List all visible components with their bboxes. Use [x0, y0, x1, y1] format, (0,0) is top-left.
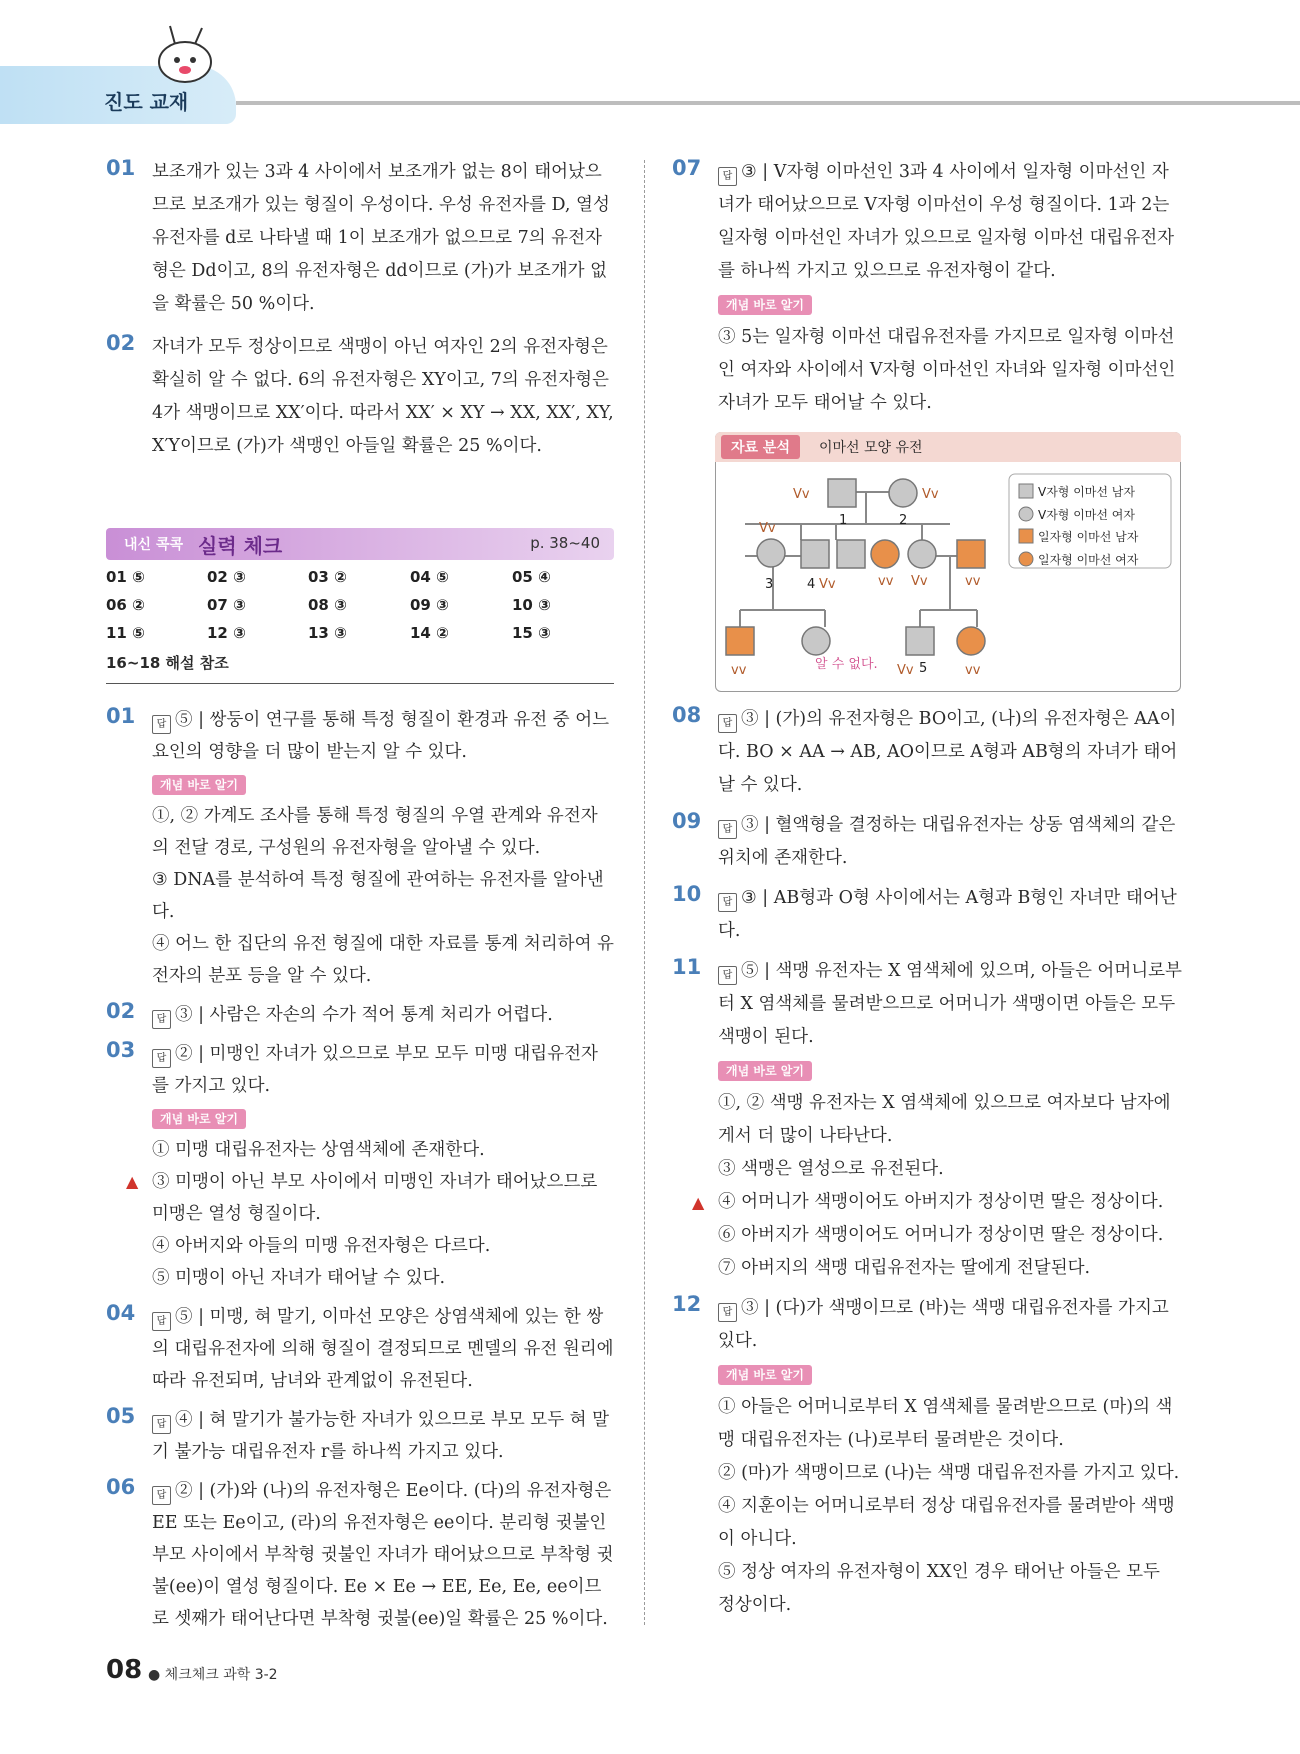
answer: 04 ⑤	[410, 568, 449, 586]
legend-label: V자형 이마선 남자	[1038, 485, 1135, 499]
question-number: 01	[106, 704, 136, 728]
question-number: 06	[106, 1475, 136, 1499]
individual-g2-d	[908, 540, 936, 568]
answer-mark-icon: 답	[152, 1312, 171, 1331]
individual-3	[757, 539, 785, 567]
question-number: 02	[106, 331, 136, 355]
individual-g2-b	[837, 540, 865, 568]
pedigree-nodes	[726, 479, 985, 655]
sub-item: ④ 아버지와 아들의 미맹 유전자형은 다르다.	[152, 1236, 491, 1256]
individual-g3-a	[726, 627, 754, 655]
question-number: 07	[672, 156, 702, 180]
explanation-04: 04 답 ⑤ | 미맹, 혀 말기, 이마선 모양은 상염색체에 있는 한 쌍의 대립유전자에 의해 형질이 결정되므로 멘델의 유전 원리에 따라 유전되며, 남녀와 관계없이 유전된다.	[106, 1301, 614, 1391]
right-explanations-bottom	[672, 703, 1182, 1629]
column-divider	[644, 160, 645, 1625]
question-number: 05	[106, 1404, 136, 1428]
explanation-text: 혀 말기가 불가능한 자녀가 있으므로 부모 모두 혀 말기 불가능 대립유전자 r를 하나씩 가지고 있다.	[152, 1410, 610, 1462]
sub-item: ④ 어느 한 집단의 유전 형질에 대한 자료를 통계 처리하여 유전자의 분포 등을 알 수 있다.	[152, 934, 614, 986]
sub-item: ④ 어머니가 색맹이어도 아버지가 정상이면 딸은 정상이다.	[718, 1192, 1164, 1212]
explanation-12: 12 답 ③ | (다)가 색맹이므로 (바)는 색맹 대립유전자를 가지고 있다. 개념 바로 알기 ① 아들은 어머니로부터 X 염색체를 물려받으므로 (마)의 색맹 대립유전자는 (나)로부터 물려받은 것이다. ② (마)가 색맹이므로 (나)는 색맹 대립유전자를 가지고 있다. ④ 지훈이는 어머니로부터 정상 대립유전자를 물려받아 색맹이 아니다. ⑤ 정상 여자의 유전자형이 XX인 경우 태어난 아들은 모두 정상이다.	[672, 1292, 1180, 1615]
explanation-text: 보조개가 있는 3과 4 사이에서 보조개가 없는 8이 태어났으므로 보조개가 있는 형질이 우성이다. 우성 유전자를 D, 열성 유전자를 d로 나타낼 때 1이 보조개가 없으므로 7의 유전자형은 Dd이고, 8의 유전자형은 dd이므로 (가)가 보조개가 없을 확률은 50 %이다.	[152, 162, 610, 314]
sub-item: ① 미맹 대립유전자는 상염색체에 존재한다.	[152, 1140, 485, 1160]
explanation-11: 11 답 ⑤ | 색맹 유전자는 X 염색체에 있으며, 아들은 어머니로부터 X 염색체를 물려받으므로 어머니가 색맹이면 아들은 모두 색맹이 된다. 개념 바로 알기 ①, ② 색맹 유전자는 X 염색체에 있으므로 여자보다 남자에게서 더 많이 나타난다. ③ 색맹은 열성으로 유전된다. ▲ ④ 어머니가 색맹이어도 아버지가 정상이면 딸은 정상이다. ⑥ 아버지가 색맹이어도 어머니가 정상이면 딸은 정상이다. ⑦ 아버지의 색맹 대립유전자는 딸에게 전달된다.	[672, 955, 1182, 1278]
check-pages: p. 38~40	[530, 534, 600, 552]
concept-tag: 개념 바로 알기	[718, 1365, 812, 1385]
explanation-text: V자형 이마선인 3과 4 사이에서 일자형 이마선인 자녀가 태어났으므로 V자형 이마선이 우성 형질이다. 1과 2는 일자형 이마선인 자녀가 있으므로 일자형 이마선 대립유전자를 하나씩 가지고 있으므로 유전자형이 같다.	[718, 162, 1174, 281]
node-number: 5	[919, 661, 928, 676]
explanation-text: (가)의 유전자형은 BO이고, (나)의 유전자형은 AA이다. BO × AA → AB, AO이므로 A형과 AB형의 자녀가 태어날 수 있다.	[718, 709, 1178, 795]
sub-item: ①, ② 가계도 조사를 통해 특정 형질의 우열 관계와 유전자의 전달 경로, 구성원의 유전자형을 알아낼 수 있다.	[152, 806, 598, 858]
genotype-label: Vv	[897, 663, 914, 678]
explanation-03: 03 답 ② | 미맹인 자녀가 있으므로 부모 모두 미맹 대립유전자를 가지고 있다. 개념 바로 알기 ① 미맹 대립유전자는 상염색체에 존재한다. ▲ ③ 미맹이 아닌 부모 사이에서 미맹인 자녀가 태어났으므로 미맹은 열성 형질이다. ④ 아버지와 아들의 미맹 유전자형은 다르다. ⑤ 미맹이 아닌 자녀가 태어날 수 있다.	[106, 1038, 598, 1288]
check-title: 실력 체크	[198, 534, 283, 558]
left-top-explanations	[106, 156, 614, 470]
explanation-01	[106, 156, 614, 321]
question-number: 09	[672, 809, 702, 833]
answer-mark-icon: 답	[152, 715, 171, 734]
question-number: 08	[672, 703, 702, 727]
answer-choice: ③	[175, 1005, 193, 1025]
figure-title: 이마선 모양 유전	[819, 440, 923, 456]
explanation-07: 07 답 ③ | V자형 이마선인 3과 4 사이에서 일자형 이마선인 자녀가 태어났으므로 V자형 이마선이 우성 형질이다. 1과 2는 일자형 이마선인 자녀가 있으므로 일자형 이마선 대립유전자를 하나씩 가지고 있으므로 유전자형이 같다. 개념 바로 알기 ③ 5는 일자형 이마선 대립유전자를 가지므로 일자형 이마선인 여자와 사이에서 V자형 이마선인 자녀와 일자형 이마선인 자녀가 모두 태어날 수 있다.	[672, 156, 1176, 413]
answer-choice: ③	[741, 709, 759, 729]
explanation-10: 10 답 ③ | AB형과 O형 사이에서는 A형과 B형인 자녀만 태어난다.	[672, 882, 1177, 941]
explanation-text: (다)가 색맹이므로 (바)는 색맹 대립유전자를 가지고 있다.	[718, 1298, 1169, 1351]
individual-g2-e	[957, 540, 985, 568]
sub-item: ③ 색맹은 열성으로 유전된다.	[718, 1159, 944, 1179]
right-explanations-top	[672, 156, 1182, 427]
legend-label: 일자형 이마선 여자	[1038, 553, 1139, 567]
concept-tag: 개념 바로 알기	[718, 295, 812, 315]
answer-mark-icon: 답	[718, 167, 737, 186]
check-tag: 내신 콕콕	[124, 537, 183, 553]
answer: 08 ③	[308, 596, 347, 614]
question-number: 12	[672, 1292, 702, 1316]
check-rule	[106, 683, 614, 684]
genotype-label: vv	[878, 574, 894, 589]
answer: 10 ③	[512, 596, 551, 614]
individual-g2-c	[871, 540, 899, 568]
concept-tag: 개념 바로 알기	[152, 1109, 246, 1129]
question-number: 04	[106, 1301, 136, 1325]
individual-1	[828, 479, 856, 507]
genotype-label: vv	[965, 663, 981, 678]
answer: 09 ③	[410, 596, 449, 614]
book-title: 체크체크 과학 3-2	[164, 1667, 278, 1683]
answer-note: 16~18 해설 참조	[106, 654, 229, 672]
answer-mark-icon: 답	[718, 1303, 737, 1322]
legend-swatch	[1019, 552, 1033, 566]
explanation-text: 색맹 유전자는 X 염색체에 있으며, 아들은 어머니로부터 X 염색체를 물려받으므로 어머니가 색맹이면 아들은 모두 색맹이 된다.	[718, 961, 1182, 1047]
node-number: 2	[899, 513, 908, 528]
genotype-label: Vv	[911, 574, 928, 589]
sub-item: ①, ② 색맹 유전자는 X 염색체에 있으므로 여자보다 남자에게서 더 많이 나타난다.	[718, 1093, 1171, 1146]
answer-mark-icon: 답	[718, 820, 737, 839]
answer-choice: ③	[741, 162, 757, 182]
figure-tab: 자료 분석	[721, 435, 800, 459]
explanation-09: 09 답 ③ | 혈액형을 결정하는 대립유전자는 상동 염색체의 같은 위치에 존재한다.	[672, 809, 1176, 868]
answer: 07 ③	[207, 596, 246, 614]
question-number: 02	[106, 999, 136, 1023]
explanation-text: AB형과 O형 사이에서는 A형과 B형인 자녀만 태어난다.	[718, 888, 1177, 941]
sub-item: ① 아들은 어머니로부터 X 염색체를 물려받으므로 (마)의 색맹 대립유전자는 (나)로부터 물려받은 것이다.	[718, 1397, 1173, 1450]
answer: 14 ②	[410, 624, 449, 642]
footer-title: ● 체크체크 과학 3-2	[148, 1667, 278, 1683]
question-number: 10	[672, 882, 702, 906]
answer-mark-icon: 답	[718, 714, 737, 733]
answer-mark-icon: 답	[152, 1415, 171, 1434]
genotype-label: Vv	[759, 521, 776, 536]
answer: 03 ②	[308, 568, 347, 586]
answer-choice: ⑤	[741, 961, 759, 981]
legend-label: 일자형 이마선 남자	[1038, 530, 1139, 544]
legend-label: V자형 이마선 여자	[1038, 508, 1135, 522]
sub-item: ③ 미맹이 아닌 부모 사이에서 미맹인 자녀가 태어났으므로 미맹은 열성 형질이다.	[152, 1172, 598, 1224]
genotype-label: Vv	[922, 487, 939, 502]
legend-swatch	[1019, 529, 1033, 543]
sub-item: ③ DNA를 분석하여 특정 형질에 관여하는 유전자를 알아낸다.	[152, 870, 604, 922]
individual-g3-b	[802, 627, 830, 655]
answer-mark-icon: 답	[718, 966, 737, 985]
individual-g3-d	[957, 627, 985, 655]
header-rule	[236, 101, 1300, 105]
answer: 15 ③	[512, 624, 551, 642]
explanation-text: 미맹인 자녀가 있으므로 부모 모두 미맹 대립유전자를 가지고 있다.	[152, 1044, 598, 1096]
answer-choice: ④	[175, 1410, 193, 1430]
concept-tag: 개념 바로 알기	[152, 775, 246, 795]
node-number: 3	[765, 577, 774, 592]
question-number: 03	[106, 1038, 136, 1062]
legend-swatch	[1019, 484, 1033, 498]
answer-choice: ③	[741, 888, 757, 908]
answer-mark-icon: 답	[718, 893, 737, 912]
header-label: 진도 교재	[104, 90, 189, 114]
answer: 02 ③	[207, 568, 246, 586]
answer-choice: ⑤	[175, 1307, 193, 1327]
concept-tag: 개념 바로 알기	[718, 1061, 812, 1081]
sub-item: ③ 5는 일자형 이마선 대립유전자를 가지므로 일자형 이마선인 여자와 사이에서 V자형 이마선인 자녀와 일자형 이마선인 자녀가 모두 태어날 수 있다.	[718, 327, 1176, 413]
sub-item: ⑤ 미맹이 아닌 자녀가 태어날 수 있다.	[152, 1268, 446, 1288]
sub-item: ⑦ 아버지의 색맹 대립유전자는 딸에게 전달된다.	[718, 1258, 1091, 1278]
node-number: 1	[839, 513, 848, 528]
question-number: 01	[106, 156, 136, 180]
explanation-02: 02 답 ③ | 사람은 자손의 수가 적어 통계 처리가 어렵다.	[106, 999, 614, 1031]
pedigree-diagram	[715, 462, 1181, 690]
answer-choice: ③	[741, 815, 759, 835]
answer: 01 ⑤	[106, 568, 145, 586]
figure-header	[715, 432, 1181, 462]
explanation-08: 08 답 ③ | (가)의 유전자형은 BO이고, (나)의 유전자형은 AA이다. BO × AA → AB, AO이므로 A형과 AB형의 자녀가 태어날 수 있다.	[672, 703, 1178, 795]
node-number: 4	[807, 577, 816, 592]
left-bottom-explanations	[106, 704, 614, 1642]
explanation-text: 쌍둥이 연구를 통해 특정 형질이 환경과 유전 중 어느 요인의 영향을 더 많이 받는지 알 수 있다.	[152, 710, 610, 762]
genotype-label: vv	[965, 574, 981, 589]
individual-4	[801, 540, 829, 568]
explanation-text: 미맹, 혀 말기, 이마선 모양은 상염색체에 있는 한 쌍의 대립유전자에 의해 형질이 결정되므로 멘델의 유전 원리에 따라 유전되며, 남녀와 관계없이 유전된다.	[152, 1307, 614, 1391]
alert-bell-icon: ▲	[692, 1193, 705, 1212]
explanation-05: 05 답 ④ | 혀 말기가 불가능한 자녀가 있으므로 부모 모두 혀 말기 불가능 대립유전자 r를 하나씩 가지고 있다.	[106, 1404, 610, 1462]
explanation-06: 06 답 ② | (가)와 (나)의 유전자형은 Ee이다. (다)의 유전자형은 EE 또는 Ee이고, (라)의 유전자형은 ee이다. 분리형 귓불인 부모 사이에서 부착형 귓불인 자녀가 태어났으므로 부착형 귓불(ee)이 열성 형질이다. Ee × Ee → EE, Ee, Ee, ee이므로 셋째가 태어난다면 부착형 귓불(ee)일 확률은 25 %이다.	[106, 1475, 614, 1629]
explanation-text: 혈액형을 결정하는 대립유전자는 상동 염색체의 같은 위치에 존재한다.	[718, 815, 1176, 868]
page-number: 08	[106, 1655, 143, 1685]
individual-2	[889, 479, 917, 507]
answer: 11 ⑤	[106, 624, 145, 642]
explanation-01: 01 답 ⑤ | 쌍둥이 연구를 통해 특정 형질이 환경과 유전 중 어느 요인의 영향을 더 많이 받는지 알 수 있다. 개념 바로 알기 ①, ② 가계도 조사를 통해 특정 형질의 우열 관계와 유전자의 전달 경로, 구성원의 유전자형을 알아낼 수 있다. ③ DNA를 분석하여 특정 형질에 관여하는 유전자를 알아낸다. ④ 어느 한 집단의 유전 형질에 대한 자료를 통계 처리하여 유전자의 분포 등을 알 수 있다.	[106, 704, 614, 986]
sub-item: ⑤ 정상 여자의 유전자형이 XX인 경우 태어난 아들은 모두 정상이다.	[718, 1562, 1160, 1615]
sub-item: ⑥ 아버지가 색맹이어도 어머니가 정상이면 딸은 정상이다.	[718, 1225, 1164, 1245]
legend-swatch	[1019, 507, 1033, 521]
genotype-label: vv	[731, 663, 747, 678]
individual-5	[906, 627, 934, 655]
unknown-label: 알 수 없다.	[815, 657, 878, 672]
answer: 05 ④	[512, 568, 551, 586]
legend	[1009, 474, 1171, 568]
answer: 13 ③	[308, 624, 347, 642]
answer-choice: ②	[175, 1481, 193, 1501]
answer-choice: ⑤	[175, 710, 193, 730]
explanation-02	[106, 331, 614, 463]
answer-choice: ③	[741, 1298, 759, 1318]
skill-check-bar	[106, 528, 614, 560]
question-number: 11	[672, 955, 702, 979]
sub-item: ④ 지훈이는 어머니로부터 정상 대립유전자를 물려받아 색맹이 아니다.	[718, 1496, 1175, 1549]
explanation-text: (가)와 (나)의 유전자형은 Ee이다. (다)의 유전자형은 EE 또는 Ee이고, (라)의 유전자형은 ee이다. 분리형 귓불인 부모 사이에서 부착형 귓불인 자녀가 태어났으므로 부착형 귓불(ee)이 열성 형질이다. Ee × Ee → EE, Ee, Ee, ee이므로 셋째가 태어난다면 부착형 귓불(ee)일 확률은 25 %이다.	[152, 1481, 614, 1629]
answer-mark-icon: 답	[152, 1010, 171, 1029]
alert-bell-icon: ▲	[126, 1172, 139, 1191]
answer-mark-icon: 답	[152, 1049, 171, 1068]
genotype-label: Vv	[819, 577, 836, 592]
genotype-label: Vv	[793, 487, 810, 502]
explanation-text: 자녀가 모두 정상이므로 색맹이 아닌 여자인 2의 유전자형은 확실히 알 수 없다. 6의 유전자형은 XY이고, 7의 유전자형은 4가 색맹이므로 XX′이다. 따라서 XX′ × XY → XX, XX′, XY, X′Y이므로 (가)가 색맹인 아들일 확률은 25 %이다.	[152, 337, 614, 456]
mascot-icon	[150, 24, 220, 88]
explanation-text: 사람은 자손의 수가 적어 통계 처리가 어렵다.	[209, 1005, 553, 1025]
answer: 06 ②	[106, 596, 145, 614]
answer: 12 ③	[207, 624, 246, 642]
answer-choice: ②	[175, 1044, 193, 1064]
answer-mark-icon: 답	[152, 1486, 171, 1505]
sub-item: ② (마)가 색맹이므로 (나)는 색맹 대립유전자를 가지고 있다.	[718, 1463, 1180, 1483]
